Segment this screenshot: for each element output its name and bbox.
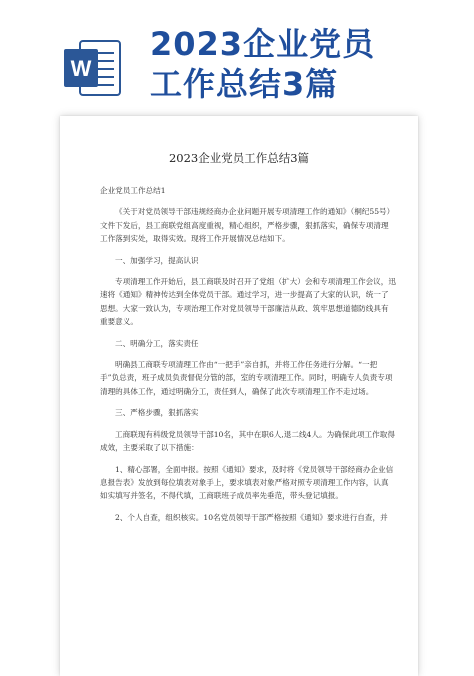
paragraph: 2、个人自查，组织核实。10名党员领导干部严格按照《通知》要求进行自查，并: [115, 512, 388, 522]
word-icon-letter: W: [70, 56, 92, 81]
paragraph: 《关于对党员领导干部违规经商办企业问题开展专项清理工作的通知》（桐纪55号）文件下发后，县工商联党组高度重视，精心组织，严格步骤，狠抓落实，确保专项清理工作落到实处，取得实效。现将工作开展情况总结如下。: [100, 207, 395, 244]
document-title: 2023企业党员工作总结3篇: [168, 151, 310, 165]
section-heading: 三、严格步骤，狠抓落实: [115, 408, 199, 418]
title-line-1: 2023企业党员: [150, 25, 376, 63]
page-title: [150, 24, 460, 104]
paragraph: 专项清理工作开始后，县工商联及时召开了党组（扩大）会和专项清理工作会议，迅速将《通知》精神传达到全体党员干部。通过学习，进一步提高了大家的认识，统一了思想。大家一致认为，专项治理工作对党员领导干部廉洁从政、筑牢思想道德防线具有重要意义。: [100, 277, 396, 327]
section-heading: 一、加强学习，提高认识: [115, 255, 199, 265]
word-icon: [62, 37, 124, 99]
document-body: [100, 184, 396, 524]
paragraph: 工商联现有科级党员领导干部10名，其中在职6人,退二线4人。为确保此项工作取得成效，主要采取了以下措施：: [100, 429, 395, 453]
header-banner: [0, 0, 474, 110]
document-subtitle: 企业党员工作总结1: [100, 186, 166, 195]
paragraph: 明确县工商联专项清理工作由“一把手”亲自抓，并将工作任务进行分解。“一把手”负总责，班子成员负责督促分管的部，室的专项清理工作。同时，明确专人负责专项清理的具体工作，通过明确分工，责任到人，确保了此次专项清理工作不走过场。: [100, 360, 393, 396]
title-line-2: 工作总结3篇: [150, 65, 339, 103]
document-page: [60, 116, 418, 676]
section-heading: 二、明确分工，落实责任: [115, 338, 199, 348]
paragraph: 1、精心部署，全面申报。按照《通知》要求，及时将《党员领导干部经商办企业信息报告表》发放到每位填表对象手上，要求填表对象严格对照专项清理工作内容，认真如实填写并签名，不得代填，工商联班子成员率先垂范，带头登记填报。: [100, 464, 394, 501]
